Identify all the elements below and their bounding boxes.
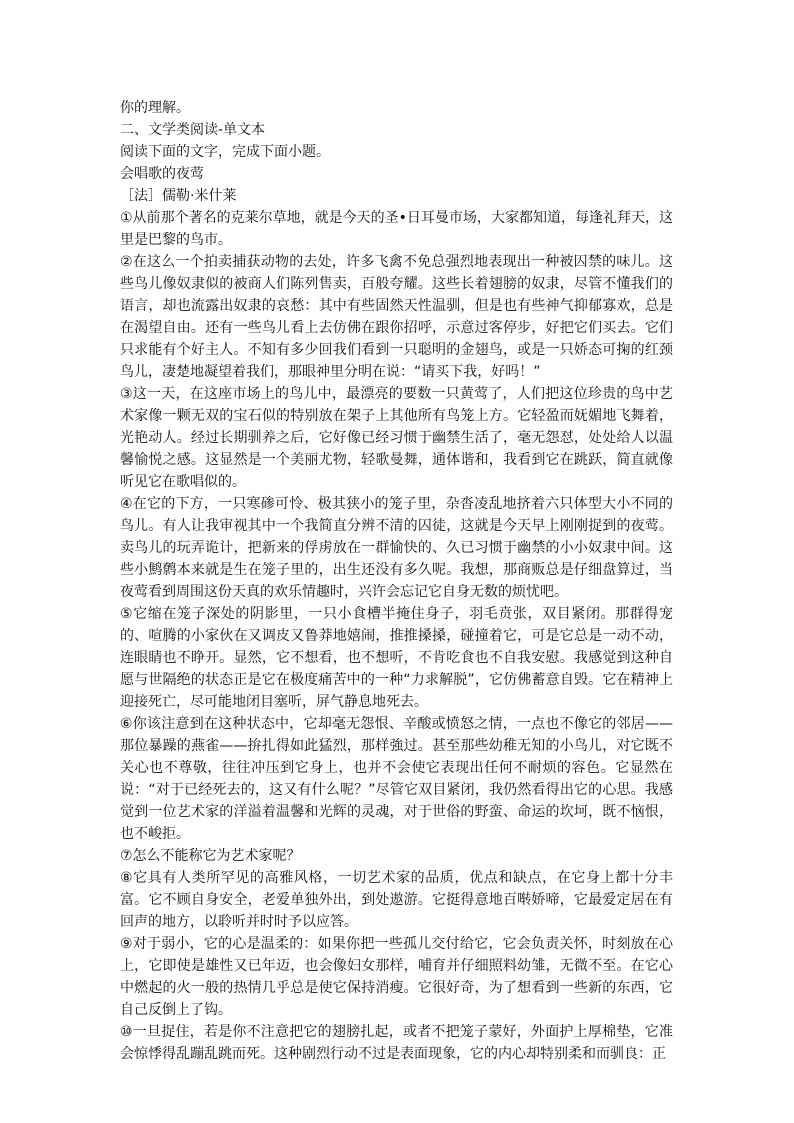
intro-tail: 你的理解。 (120, 100, 190, 116)
paragraph-3: ③这一天，在这座市场上的鸟儿中，最漂亮的要数一只黄莺了，人们把这位珍贵的鸟中艺术家像一颗无双的宝石似的特别放在架子上其他所有鸟笼上方。它轻盈而妩媚地飞舞着，光艳动人。经过长期驯养之后，它好像已经习惯于幽禁生活了，毫无怨怼，处处给人以温馨愉悦之感。这显然是一个美丽尤物，轻歌曼舞，通体谐和，我看到它在跳跃，简直就像听见它在歌唱似的。 (120, 386, 673, 490)
story-author: ［法］儒勒·米什莱 (120, 188, 237, 204)
paragraph-10: ⑩一旦捉住，若是你不注意把它的翅膀扎起，或者不把笼子蒙好，外面护上厚棉垫，它准会惊悸得乱蹦乱跳而死。这种剧烈行动不过是表面现象，它的内心却特别柔和而驯良：正 (120, 1024, 673, 1062)
paragraph-5: ⑤它缩在笼子深处的阴影里，一只小食槽半掩住身子，羽毛贲张，双目紧闭。那群得宠的、喧腾的小家伙在又调皮又鲁莽地嬉闹，推推搡搡，碰撞着它，可是它总是一动不动，连眼睛也不睁开。显然，它不想看，也不想听，不肯吃食也不自我安慰。我感觉到这种自愿与世隔绝的状态正是它在极度痛苦中的一种“力求解脱”，它仿佛蓄意自毁。它在精神上迎接死亡，尽可能地闭目塞听，屏气静息地死去。 (120, 606, 673, 710)
paragraph-1: ①从前那个著名的克莱尔草地，就是今天的圣•日耳曼市场，大家都知道，每逢礼拜天，这里是巴黎的鸟市。 (120, 210, 673, 248)
document-page (120, 97, 673, 1065)
paragraph-7: ⑦怎么不能称它为艺术家呢？ (120, 848, 301, 864)
paragraph-6: ⑥你该注意到在这种状态中，它却毫无怨恨、辛酸或愤怒之情，一点也不像它的邻居——那位暴躁的燕雀——拚扎得如此猛烈，那样強过。甚至那些幼稚无知的小鸟儿，对它既不关心也不尊敬，往往冲压到它身上，也并不会使它表现出任何不耐烦的容色。它显然在说：“对于已经死去的，这又有什么呢？”尽管它双目紧闭，我仍然看得出它的心思。我感觉到一位艺术家的洋溢着温馨和光辉的灵魂，对于世俗的野蛮、命运的坎坷，既不恼恨，也不峻拒。 (120, 716, 673, 842)
reading-instruction: 阅读下面的文字，完成下面小题。 (120, 144, 330, 160)
section-heading: 二、文学类阅读-单文本 (120, 122, 266, 138)
story-title: 会唱歌的夜莺 (120, 166, 204, 182)
paragraph-2: ②在这么一个拍卖捕获动物的去处，许多飞禽不免总强烈地表现出一种被囚禁的味儿。这些鸟儿像奴隶似的被商人们陈列售卖，百般夸耀。这些长着翅膀的奴隶，尽管不懂我们的语言，却也流露出奴隶的哀愁：其中有些固然天性温驯，但是也有些神气抑郁寡欢，总是在渴望自由。还有一些鸟儿看上去仿佛在跟你招呼，示意过客停步，好把它们买去。它们只求能有个好主人。不知有多少回我们看到一只聪明的金翅鸟，或是一只娇态可掬的红颈鸟儿，凄楚地凝望着我们，那眼神里分明在说：“请买下我，好吗！” (120, 254, 673, 380)
paragraph-8: ⑧它具有人类所罕见的高雅风格，一切艺术家的品质，优点和缺点，在它身上都十分丰富。它不顾自身安全，老爱单独外出，到处遨游。它挺得意地百啭娇啼，它最爱定居在有回声的地方，以聆听并时时予以应答。 (120, 870, 673, 930)
paragraph-9: ⑨对于弱小，它的心是温柔的：如果你把一些孤儿交付给它，它会负责关怀，时刻放在心上，它即使是雄性又已年迈，也会像妇女那样，哺育并仔细照料幼雏，无微不至。在它心中燃起的火一般的热情几乎总是使它保持消瘦。它很好奇，为了想看到一些新的东西，它自己反倒上了钩。 (120, 936, 673, 1018)
paragraph-4: ④在它的下方，一只寒碜可怜、极其狭小的笼子里，杂沓凌乱地挤着六只体型大小不同的鸟儿。有人让我审视其中一个我简直分辨不清的囚徒，这就是今天早上刚刚捉到的夜莺。卖鸟儿的玩弄诡计，把新来的俘虏放在一群愉快的、久已习惯于幽禁的小小奴隶中间。这些小鹪鹩本来就是生在笼子里的，出生还没有多久呢。我想，那商贩总是仔细盘算过，当夜莺看到周围这份天真的欢乐情趣时，兴许会忘记它自身无数的烦忧吧。 (120, 496, 673, 600)
